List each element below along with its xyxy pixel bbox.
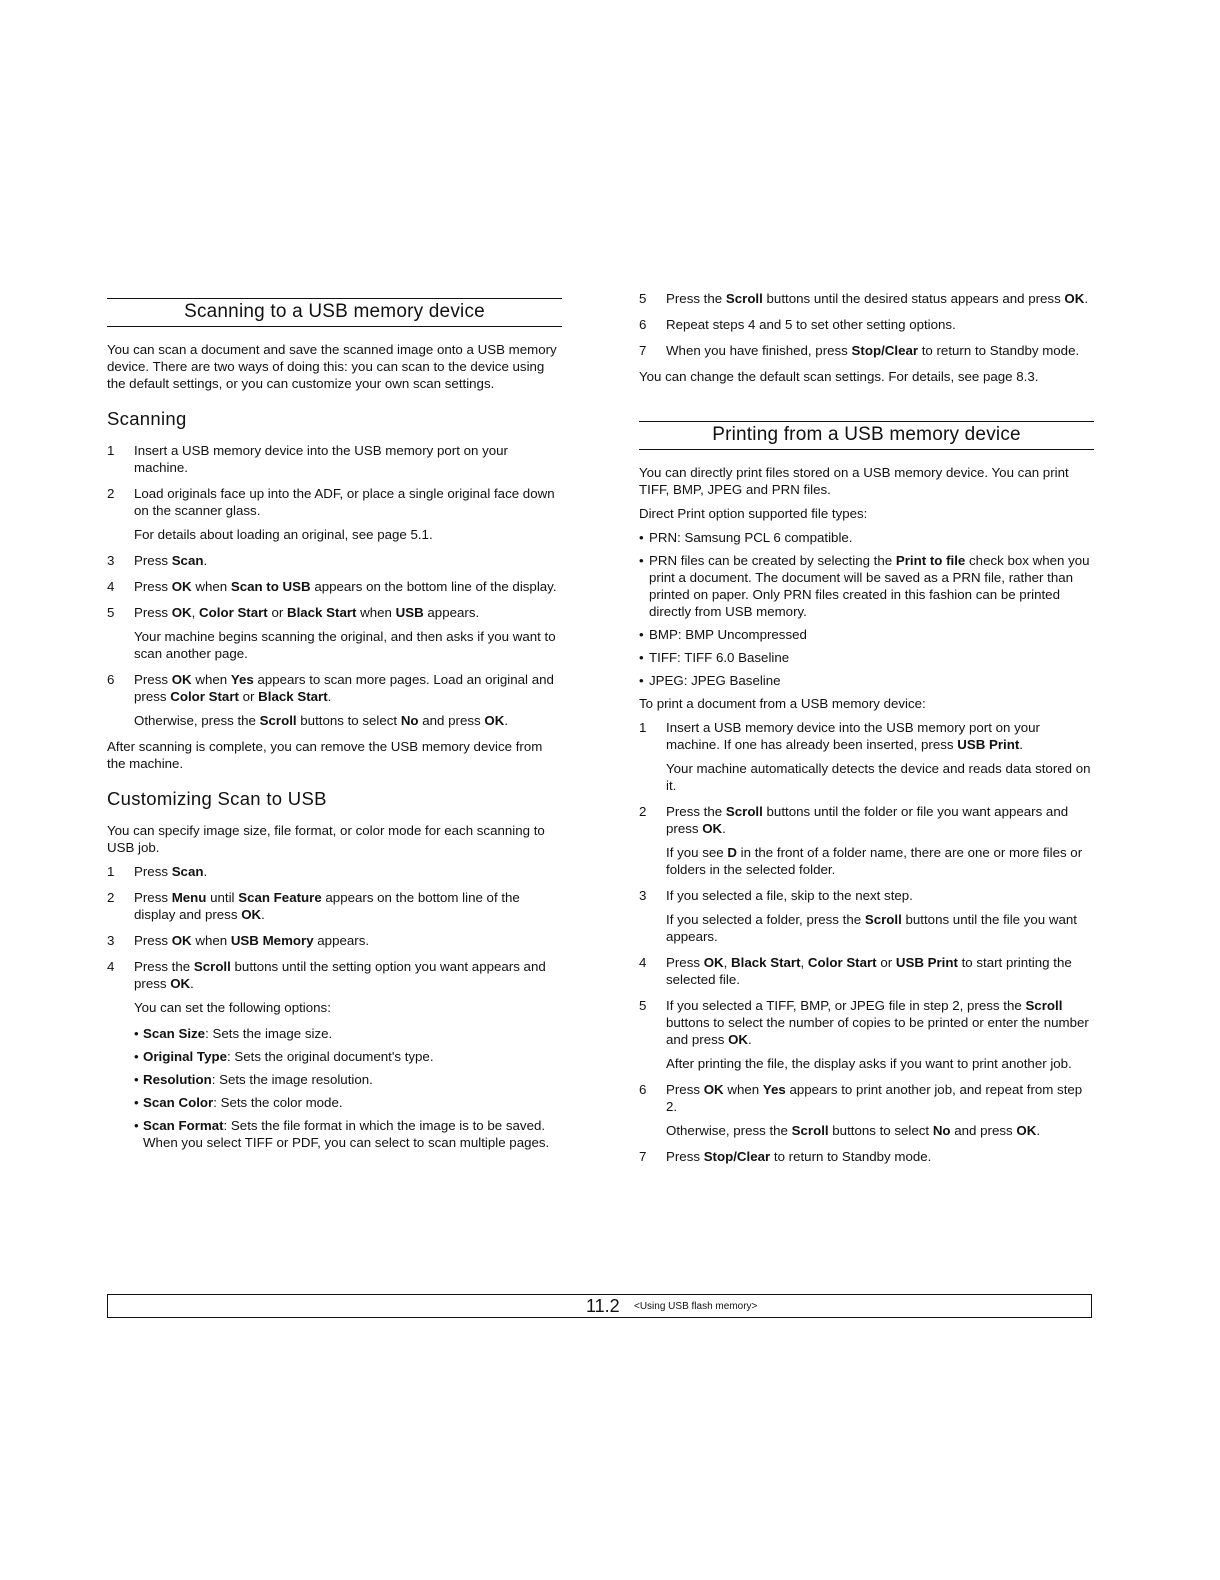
step-number: 6 [639, 317, 647, 332]
step-number: 3 [107, 933, 115, 948]
step-2 [639, 803, 1094, 837]
scanning-steps [107, 442, 562, 729]
file-types-label: Direct Print option supported file types: [639, 506, 868, 521]
step-note: Otherwise, press the Scroll buttons to select No and press OK. [666, 1123, 1041, 1138]
step-text: Press OK when Scan to USB appears on the bottom line of the display. [134, 579, 557, 594]
step-text: Press Stop/Clear to return to Standby mode. [666, 1149, 932, 1164]
step-number: 5 [639, 998, 647, 1013]
step-1 [639, 719, 1094, 753]
bullet-item: • TIFF: TIFF 6.0 Baseline [639, 649, 1094, 666]
left-column [107, 290, 562, 1157]
right-column [639, 290, 1094, 1174]
step-note: Your machine begins scanning the original, and then asks if you want to scan another page. [134, 629, 556, 661]
howto-label: To print a document from a USB memory device: [639, 696, 926, 711]
step-6 [639, 1081, 1094, 1115]
bullet-item: • JPEG: JPEG Baseline [639, 672, 1094, 689]
step-text: Insert a USB memory device into the USB memory port on your machine. [134, 443, 508, 475]
file-types-list [639, 529, 1094, 689]
step-number: 7 [639, 343, 647, 358]
step-number: 6 [639, 1082, 647, 1097]
step-6 [639, 316, 1094, 333]
step-note: If you selected a folder, press the Scroll buttons until the file you want appears. [666, 912, 1077, 944]
step-number: 6 [107, 672, 115, 687]
step-3 [107, 552, 562, 569]
option-item: • Original Type: Sets the original document's type. [107, 1048, 562, 1065]
step-text: Load originals face up into the ADF, or place a single original face down on the scanner glass. [134, 486, 555, 518]
step-text: Repeat steps 4 and 5 to set other setting options. [666, 317, 956, 332]
option-item: • Scan Format: Sets the file format in which the image is to be saved. When you select TIFF or PDF, you can select to scan multiple pages. [107, 1117, 562, 1151]
step-note: Otherwise, press the Scroll buttons to select No and press OK. [134, 713, 509, 728]
step-text: Press OK when Yes appears to scan more pages. Load an original and press Color Start or Black Start. [134, 672, 554, 704]
step-note: You can set the following options: [134, 1000, 331, 1015]
step-text: Press Scan. [134, 553, 208, 568]
step-note: For details about loading an original, see page 5.1. [134, 527, 433, 542]
step-text: Press OK when Yes appears to print another job, and repeat from step 2. [666, 1082, 1083, 1114]
step-number: 1 [107, 864, 115, 879]
option-item: • Scan Color: Sets the color mode. [107, 1094, 562, 1111]
step-6 [107, 671, 562, 705]
default-settings-note: You can change the default scan settings. For details, see page 8.3. [639, 369, 1039, 384]
step-text: Press OK, Color Start or Black Start when USB appears. [134, 605, 480, 620]
bullet-item: • PRN: Samsung PCL 6 compatible. [639, 529, 1094, 546]
step-4 [107, 578, 562, 595]
step-text: Press OK when USB Memory appears. [134, 933, 370, 948]
step-1 [107, 863, 562, 880]
step-text: Press Menu until Scan Feature appears on the bottom line of the display and press OK. [134, 890, 520, 922]
scan-options-list [107, 1025, 562, 1151]
subheading-scanning: Scanning [107, 408, 187, 429]
page-number: 11.2 [586, 1296, 620, 1316]
step-text: Insert a USB memory device into the USB memory port on your machine. If one has already been inserted, press USB Print. [666, 720, 1040, 752]
customizing-steps [107, 863, 562, 1016]
step-number: 4 [107, 579, 115, 594]
step-7 [639, 1148, 1094, 1165]
step-4 [639, 954, 1094, 988]
step-text: Press Scan. [134, 864, 208, 879]
step-text: When you have finished, press Stop/Clear to return to Standby mode. [666, 343, 1080, 358]
step-1 [107, 442, 562, 476]
step-number: 1 [639, 720, 647, 735]
page-footer [107, 1294, 1092, 1318]
chapter-name: <Using USB flash memory> [634, 1301, 758, 1312]
step-5 [639, 290, 1094, 307]
step-number: 3 [639, 888, 647, 903]
step-text: If you selected a TIFF, BMP, or JPEG file in step 2, press the Scroll buttons to select the number of copies to be printed or enter the number and press OK. [666, 998, 1089, 1047]
step-4 [107, 958, 562, 992]
step-5 [107, 604, 562, 621]
step-number: 2 [107, 486, 115, 501]
intro-paragraph: You can scan a document and save the scanned image onto a USB memory device. There are two ways of doing this: you can scan to the device using the default settings, or you can customize your own scan settings. [107, 342, 557, 391]
customizing-intro: You can specify image size, file format, or color mode for each scanning to USB job. [107, 823, 545, 855]
subheading-customizing: Customizing Scan to USB [107, 788, 327, 809]
step-5 [639, 997, 1094, 1048]
step-number: 2 [639, 804, 647, 819]
section-title-scanning-to-usb: Scanning to a USB memory device [107, 298, 562, 327]
step-number: 7 [639, 1149, 647, 1164]
step-text: Press the Scroll buttons until the setting option you want appears and press OK. [134, 959, 546, 991]
step-number: 5 [107, 605, 115, 620]
after-scanning-paragraph: After scanning is complete, you can remove the USB memory device from the machine. [107, 739, 543, 771]
step-2 [107, 485, 562, 519]
step-number: 3 [107, 553, 115, 568]
step-number: 4 [639, 955, 647, 970]
step-note: After printing the file, the display asks if you want to print another job. [666, 1056, 1072, 1071]
step-text: Press OK, Black Start, Color Start or USB Print to start printing the selected file. [666, 955, 1072, 987]
printing-intro: You can directly print files stored on a USB memory device. You can print TIFF, BMP, JPEG and PRN files. [639, 465, 1069, 497]
section-title-printing-from-usb: Printing from a USB memory device [639, 421, 1094, 450]
option-item: • Scan Size: Sets the image size. [107, 1025, 562, 1042]
option-item: • Resolution: Sets the image resolution. [107, 1071, 562, 1088]
step-note: If you see D in the front of a folder name, there are one or more files or folders in the selected folder. [666, 845, 1083, 877]
step-number: 1 [107, 443, 115, 458]
step-number: 4 [107, 959, 115, 974]
step-3 [107, 932, 562, 949]
step-2 [107, 889, 562, 923]
step-text: Press the Scroll buttons until the folder or file you want appears and press OK. [666, 804, 1069, 836]
step-text: If you selected a file, skip to the next step. [666, 888, 913, 903]
step-7 [639, 342, 1094, 359]
bullet-item: • BMP: BMP Uncompressed [639, 626, 1094, 643]
step-text: Press the Scroll buttons until the desired status appears and press OK. [666, 291, 1089, 306]
step-3 [639, 887, 1094, 904]
printing-steps [639, 719, 1094, 1165]
bullet-item: • PRN files can be created by selecting the Print to file check box when you print a document. The document will be saved as a PRN file, rather than printed on paper. Only PRN files created in this fashion can be printed directly from USB memory. [639, 552, 1094, 620]
continued-steps [639, 290, 1094, 359]
step-note: Your machine automatically detects the device and reads data stored on it. [666, 761, 1091, 793]
step-number: 2 [107, 890, 115, 905]
step-number: 5 [639, 291, 647, 306]
